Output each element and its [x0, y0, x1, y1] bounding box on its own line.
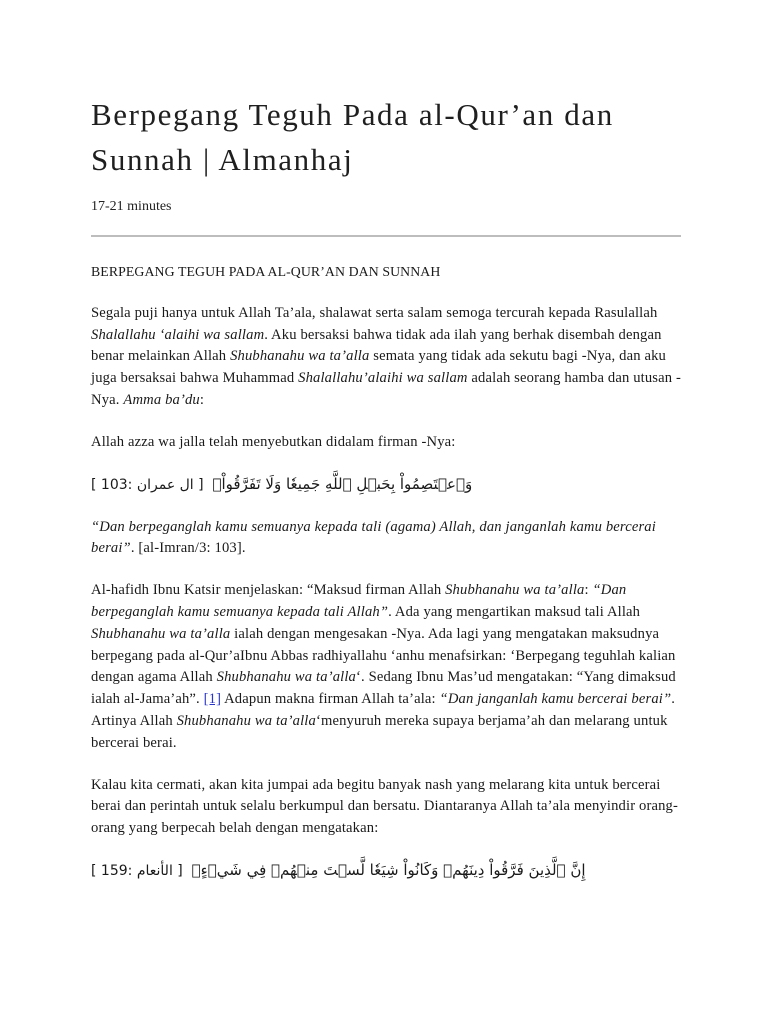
paragraph-tafsir: Al-hafidh Ibnu Katsir menjelaskan: “Maksud firman Allah Shubhanahu wa ta’alla: “Dan berpeganglah kamu semuanya kepada tali Allah”. Ada yang mengartikan maksud tali Allah Shubhanahu wa ta’alla ialah dengan mengesakan -Nya. Ada lagi yang mengatakan maksudnya berpegang pada al-Qur’aIbnu Abbas radhiyallahu ‘anhu menafsirkan: ‘Berpegang teguhlah kalian dengan agama Allah Shubhanahu wa ta’alla‘. Sedang Ibnu Mas’ud mengatakan: “Yang dimaksud ialah al-Jama’ah”. [1] Adapun makna firman Allah ta’ala: “Dan janganlah kamu bercerai berai”. Artinya Allah Shubhanahu wa ta’alla‘menyuruh mereka supaya berjama’ah dan melarang untuk bercerai berai.	[91, 582, 676, 751]
verse-ref-surah: الأنعام	[136, 862, 173, 879]
paragraph-nash: Kalau kita cermati, akan kita jumpai ada begitu banyak nash yang melarang kita untuk bercerai berai dan perintah untuk selalu berkumpul dan bersatu. Diantaranya Allah ta’ala menyindir orang-orang yang berpecah belah dengan mengatakan:	[91, 776, 679, 837]
article-content	[91, 92, 681, 883]
paragraph-intro: Segala puji hanya untuk Allah Ta’ala, shalawat serta salam semoga tercurah kepada Rasulallah Shalallahu ‘alaihi wa sallam. Aku bersaksi bahwa tidak ada ilah yang berhak disembah dengan benar melainkan Allah Shubhanahu wa ta’alla semata yang tidak ada sekutu bagi -Nya, dan aku juga bersaksai bahwa Muhammad Shalallahu’alaihi wa sallam adalah seorang hamba dan utusan -Nya. Amma ba’du:	[91, 304, 681, 408]
verse-anam-159	[91, 858, 681, 883]
verse-arabic-text: إِنَّ ٱلَّذِينَ فَرَّقُواْ دِينَهُمۡ وَكَانُواْ شِيَعٗا لَّسۡتَ مِنۡهُمۡ فِي شَيۡءٍۚ	[191, 860, 586, 879]
article-heading: BERPEGANG TEGUH PADA AL-QUR’AN DAN SUNNAH	[91, 264, 441, 279]
verse-ref-bracket: ]	[177, 862, 183, 879]
verse-ref-bracket: [	[91, 476, 97, 493]
footnote-link-1[interactable]: [1]	[203, 691, 222, 708]
title-divider	[91, 235, 681, 237]
verse-ref-number: 159:	[100, 862, 133, 879]
verse-ref-number: 103:	[100, 476, 133, 493]
reading-time: 17-21 minutes	[91, 199, 172, 214]
verse-ref-bracket: [	[91, 862, 97, 879]
paragraph-firman: Allah azza wa jalla telah menyebutkan didalam firman -Nya:	[91, 433, 456, 450]
article-title: Berpegang Teguh Pada al-Qur’an dan Sunnah | Almanhaj	[91, 97, 614, 177]
paragraph-translation: “Dan berpeganglah kamu semuanya kepada tali (agama) Allah, dan janganlah kamu bercerai berai”. [al-Imran/3: 103].	[91, 518, 656, 557]
verse-arabic-text: وَٱعۡتَصِمُواْ بِحَبۡلِ ٱللَّهِ جَمِيعٗا وَلَا تَفَرَّقُواْۚ	[212, 474, 473, 493]
verse-ref-bracket: ]	[198, 476, 204, 493]
verse-imran-103	[91, 472, 681, 497]
verse-ref-surah: ال عمران	[136, 476, 194, 493]
